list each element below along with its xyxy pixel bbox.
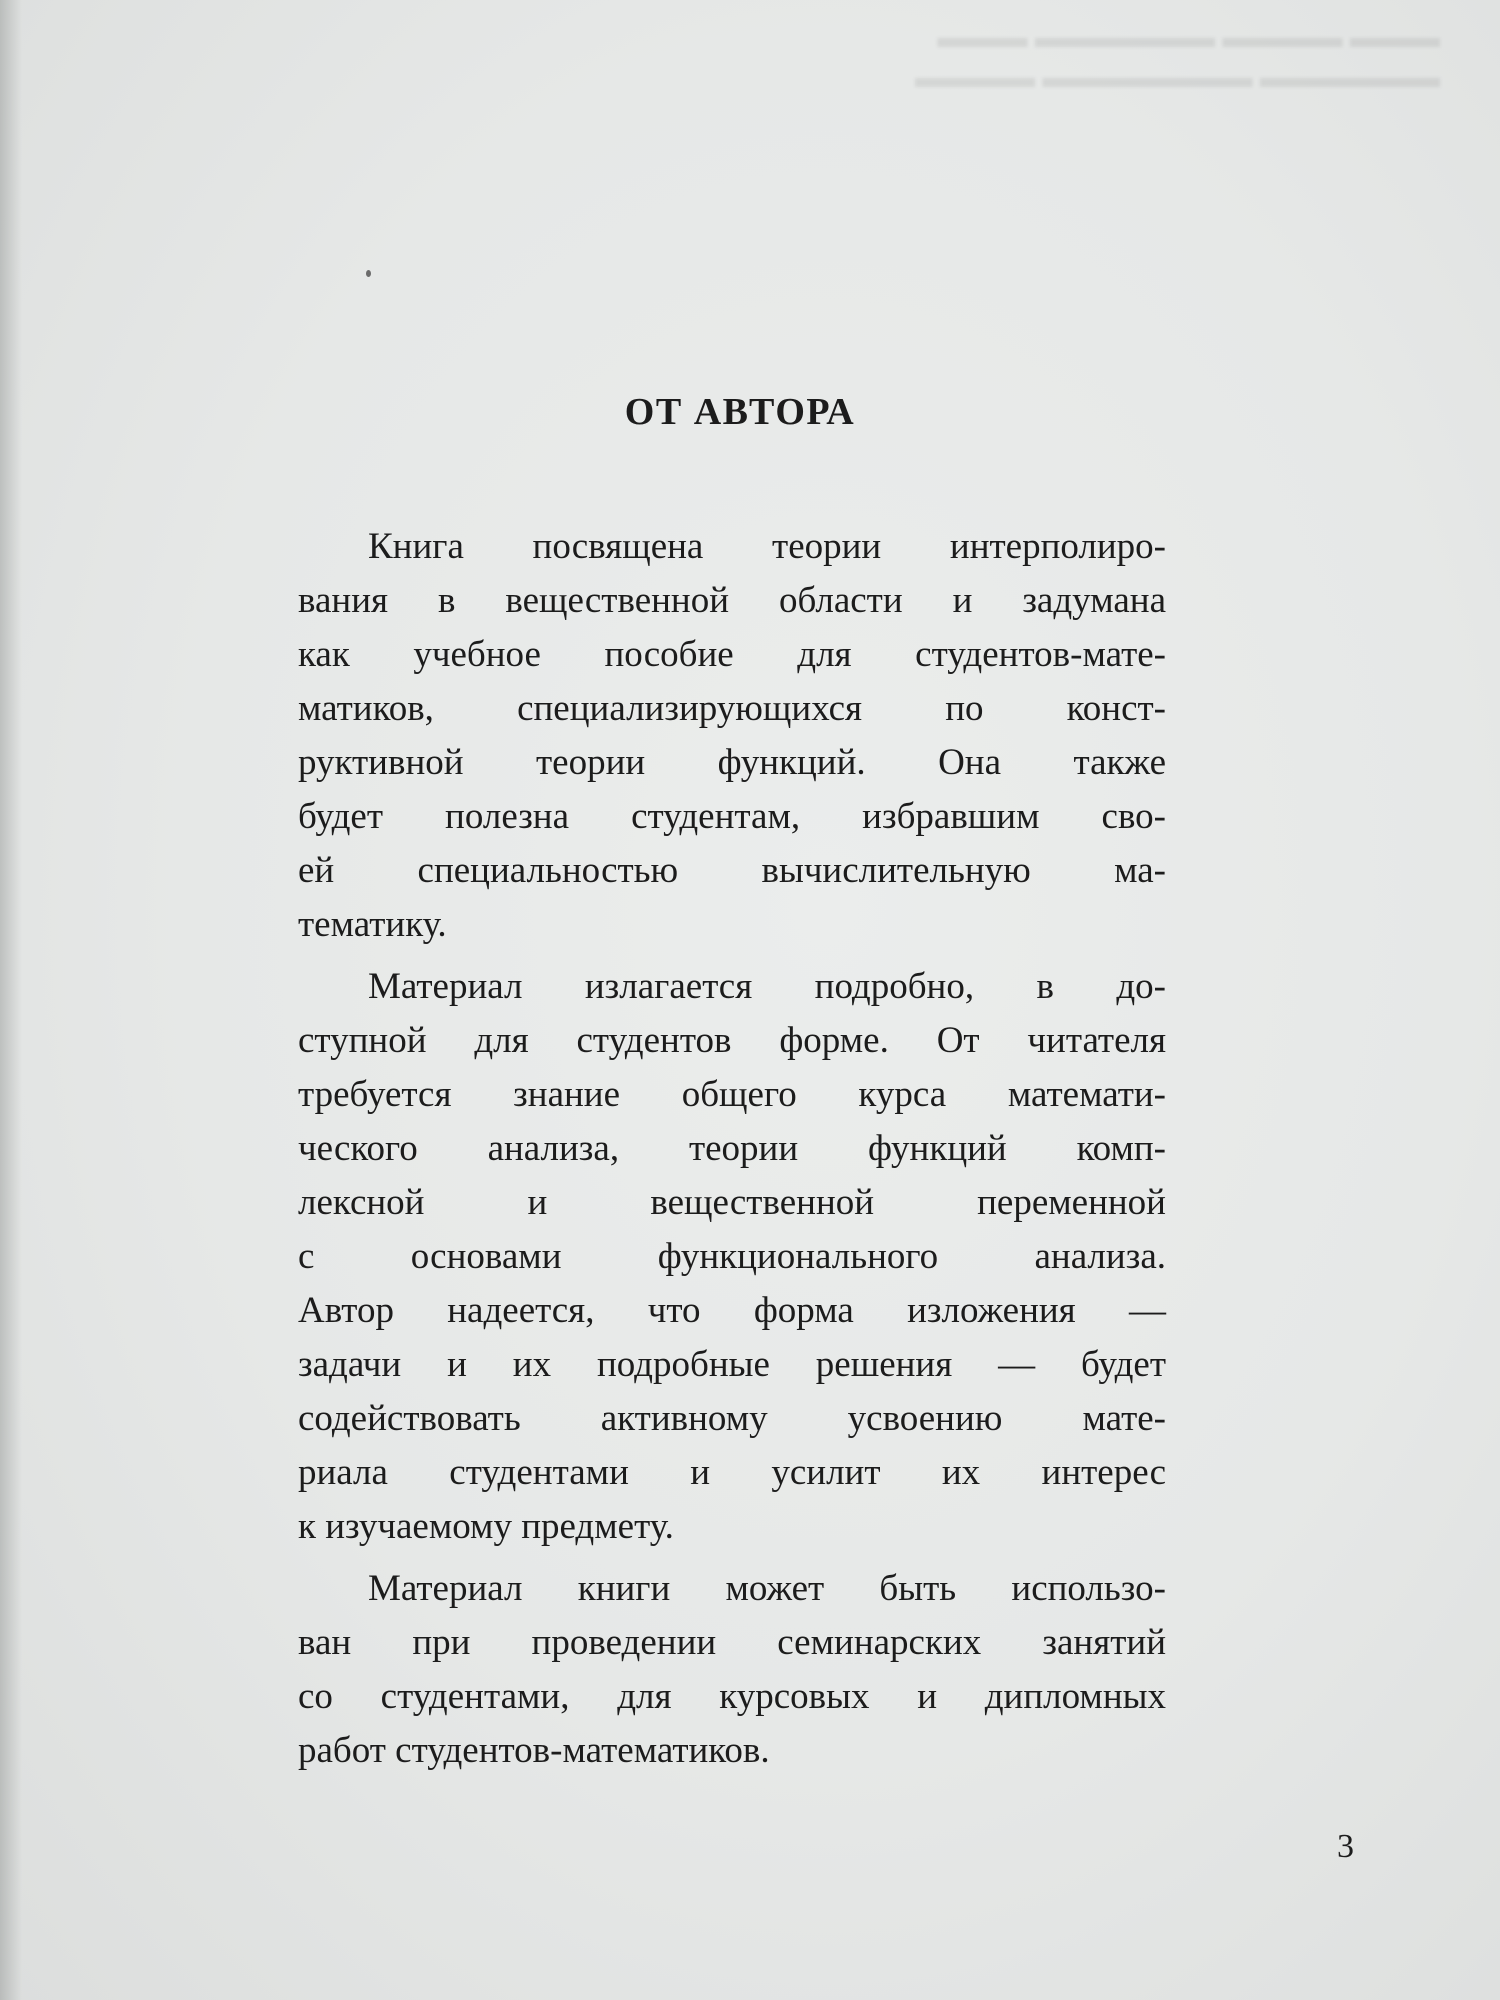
paragraph	[298, 960, 1166, 1554]
paper-speck	[366, 270, 371, 277]
page-title: ОТ АВТОРА	[624, 391, 856, 433]
text-line: работ студентов-математиков.	[298, 1730, 770, 1771]
text-line: Автор надеется, что форма изложения —	[298, 1290, 1166, 1331]
text-line: задачи и их подробные решения — будет	[298, 1344, 1166, 1385]
text-line: Материал излагается подробно, в до-	[368, 966, 1166, 1007]
page-gutter-shadow	[0, 0, 22, 2000]
text-line: как учебное пособие для студентов-мате-	[298, 634, 1166, 675]
text-line: тематику.	[298, 904, 447, 945]
text-line: будет полезна студентам, избравшим сво-	[298, 796, 1166, 837]
text-line: ческого анализа, теории функций комп-	[298, 1128, 1166, 1169]
text-line: ступной для студентов форме. От читателя	[298, 1020, 1166, 1061]
body-text	[298, 520, 1166, 1778]
text-line: лексной и вещественной переменной	[298, 1182, 1166, 1223]
text-line: требуется знание общего курса математи-	[298, 1074, 1166, 1115]
text-line: Материал книги может быть использо-	[368, 1568, 1166, 1609]
text-line: матиков, специализирующихся по конст-	[298, 688, 1166, 729]
text-line: со студентами, для курсовых и дипломных	[298, 1676, 1166, 1717]
text-line: содействовать активному усвоению мате-	[298, 1398, 1166, 1439]
paragraph	[298, 520, 1166, 952]
text-line: руктивной теории функций. Она также	[298, 742, 1166, 783]
text-line: к изучаемому предмету.	[298, 1506, 674, 1547]
text-line: вания в вещественной области и задумана	[298, 580, 1166, 621]
text-line: с основами функционального анализа.	[298, 1236, 1166, 1277]
show-through-text: ▬▬▬ ▬▬▬▬ ▬▬▬▬▬▬ ▬▬▬ ▬▬▬▬▬▬ ▬▬▬▬▬▬▬ ▬▬▬▬	[915, 21, 1440, 94]
text-line: ван при проведении семинарских занятий	[298, 1622, 1166, 1663]
page-number: 3	[1337, 1828, 1354, 1865]
text-line: Книга посвящена теории интерполиро-	[368, 526, 1166, 567]
text-line: ей специальностью вычислительную ма-	[298, 850, 1166, 891]
text-line: риала студентами и усилит их интерес	[298, 1452, 1166, 1493]
paragraph	[298, 1562, 1166, 1778]
